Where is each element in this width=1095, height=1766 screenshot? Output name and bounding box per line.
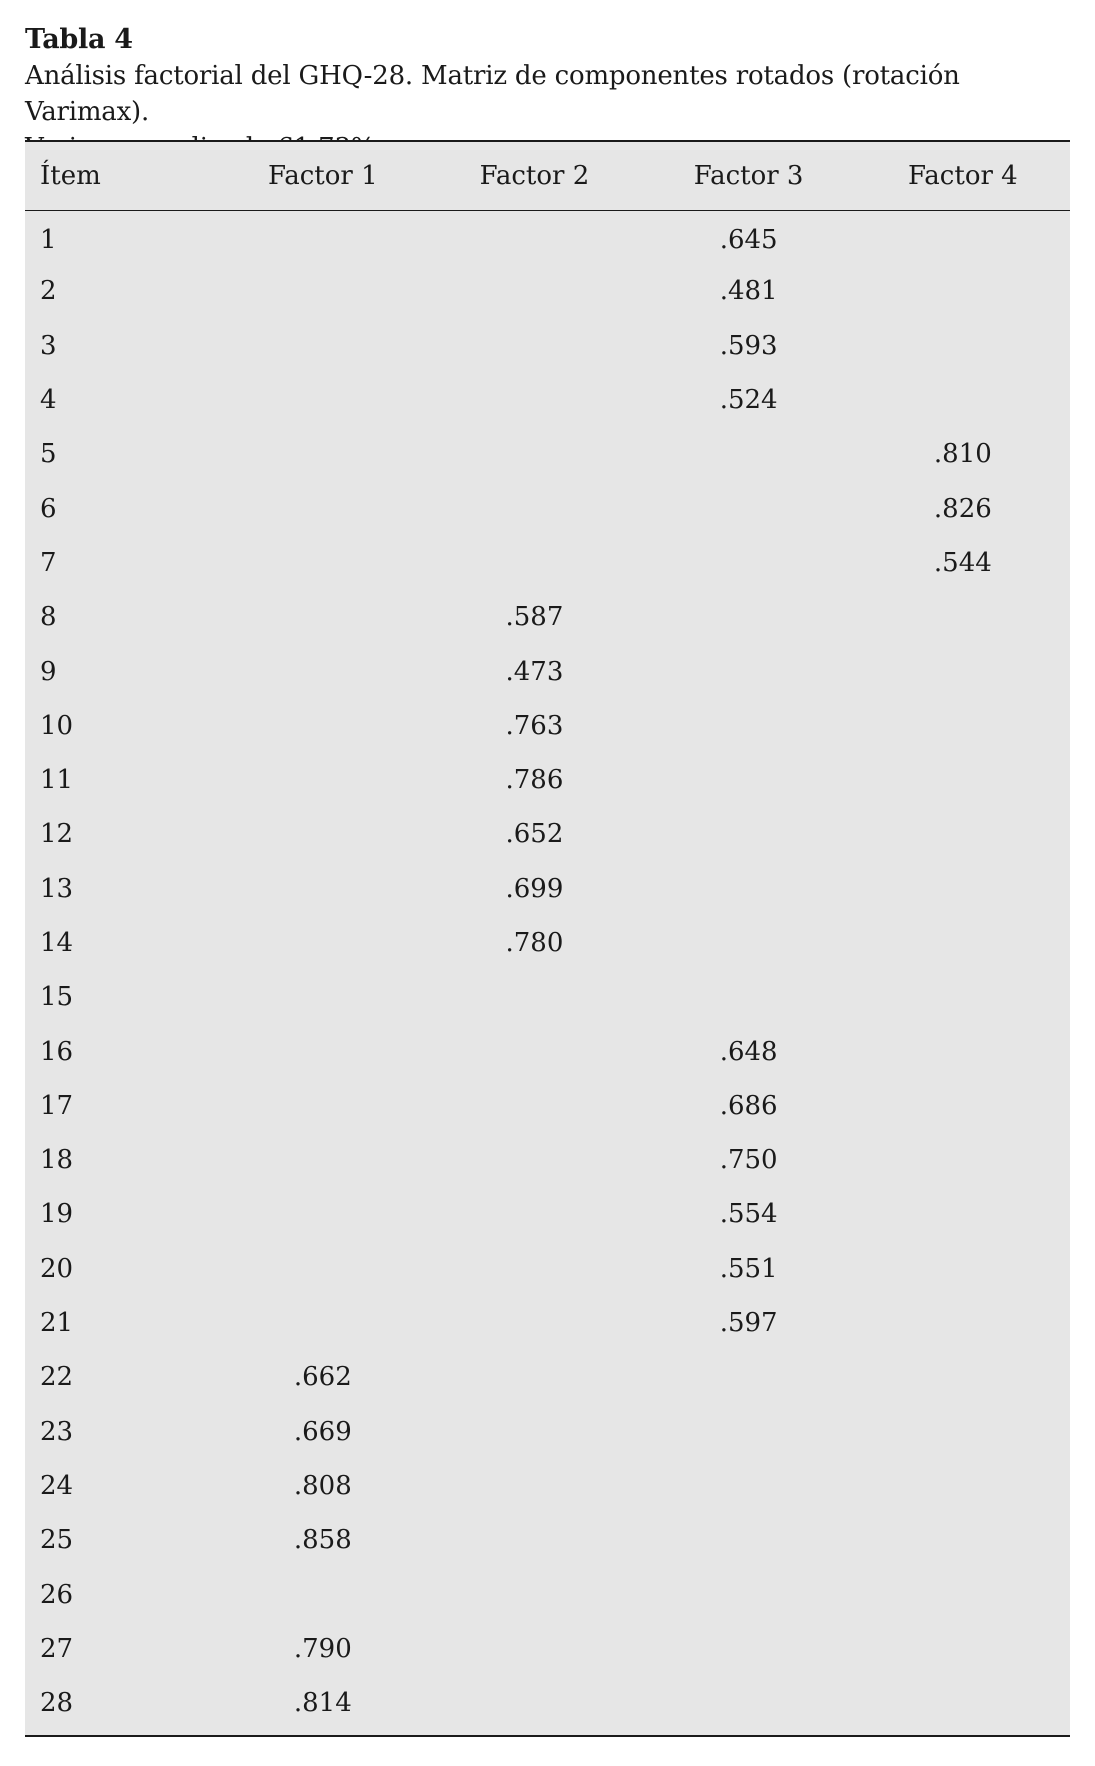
cell-factor-1: .814 bbox=[293, 1688, 352, 1719]
cell-factor-3 bbox=[642, 753, 856, 807]
cell-factor-2 bbox=[427, 1405, 641, 1459]
cell-factor-2: .780 bbox=[505, 928, 564, 958]
table-title-line-1: Análisis factorial del GHQ-28. Matriz de componentes rotados (rotación Varimax). bbox=[25, 61, 960, 127]
table-row bbox=[25, 1296, 1070, 1350]
cell-factor-4 bbox=[856, 1459, 1070, 1513]
table-row bbox=[25, 427, 1070, 481]
cell-factor-1: .808 bbox=[293, 1470, 352, 1501]
table-row bbox=[25, 1513, 1070, 1567]
cell-factor-3 bbox=[642, 862, 856, 916]
cell-factor-3 bbox=[642, 1405, 856, 1459]
cell-factor-3: .645 bbox=[719, 225, 778, 256]
cell-factor-2 bbox=[427, 1567, 641, 1621]
cell-factor-4 bbox=[856, 753, 1070, 807]
cell-factor-2 bbox=[427, 1024, 641, 1078]
cell-item: 14 bbox=[40, 928, 74, 958]
cell-factor-1 bbox=[218, 970, 427, 1024]
table-row bbox=[25, 210, 1070, 264]
cell-item: 27 bbox=[40, 1633, 74, 1664]
cell-factor-2 bbox=[427, 1676, 641, 1730]
cell-item: 15 bbox=[40, 982, 74, 1013]
cell-factor-1 bbox=[218, 1567, 427, 1621]
cell-item: 23 bbox=[40, 1416, 74, 1447]
cell-factor-2 bbox=[427, 210, 641, 264]
cell-item: 20 bbox=[40, 1253, 74, 1284]
cell-factor-2 bbox=[427, 481, 641, 535]
cell-factor-1 bbox=[218, 536, 427, 590]
table-row bbox=[25, 481, 1070, 535]
cell-factor-3 bbox=[642, 644, 856, 698]
cell-factor-3 bbox=[642, 699, 856, 753]
table-row bbox=[25, 1459, 1070, 1513]
table-row bbox=[25, 264, 1070, 318]
cell-factor-3 bbox=[642, 970, 856, 1024]
table-row bbox=[25, 1242, 1070, 1296]
cell-factor-1: .790 bbox=[293, 1633, 352, 1664]
cell-factor-2: .473 bbox=[505, 656, 564, 687]
cell-item: 10 bbox=[40, 710, 74, 741]
cell-item: 3 bbox=[40, 330, 57, 361]
cell-factor-1 bbox=[218, 1079, 427, 1133]
cell-factor-4 bbox=[856, 1622, 1070, 1676]
cell-factor-1 bbox=[218, 807, 427, 861]
cell-factor-3: .686 bbox=[719, 1090, 778, 1121]
cell-item: 19 bbox=[40, 1199, 74, 1230]
cell-factor-2 bbox=[427, 1459, 641, 1513]
cell-factor-4 bbox=[856, 970, 1070, 1024]
cell-factor-2 bbox=[427, 1187, 641, 1241]
cell-factor-4 bbox=[856, 1676, 1070, 1730]
cell-item: 5 bbox=[40, 439, 57, 470]
cell-factor-4 bbox=[856, 1350, 1070, 1404]
factor-table bbox=[25, 142, 1070, 1730]
cell-factor-4 bbox=[856, 1296, 1070, 1350]
header-factor-2: Factor 2 bbox=[427, 142, 641, 210]
cell-factor-3: .524 bbox=[719, 385, 778, 416]
cell-item: 21 bbox=[40, 1308, 74, 1339]
cell-item: 16 bbox=[40, 1036, 74, 1067]
cell-factor-2 bbox=[427, 536, 641, 590]
table-row bbox=[25, 1567, 1070, 1621]
factor-loadings-table bbox=[25, 140, 1070, 1737]
cell-factor-3 bbox=[642, 1622, 856, 1676]
cell-item: 26 bbox=[40, 1579, 74, 1610]
cell-factor-2 bbox=[427, 373, 641, 427]
table-row bbox=[25, 1676, 1070, 1730]
table-row bbox=[25, 1622, 1070, 1676]
cell-factor-3 bbox=[642, 1350, 856, 1404]
cell-factor-1 bbox=[218, 699, 427, 753]
cell-item: 12 bbox=[40, 819, 74, 850]
cell-factor-2 bbox=[427, 1133, 641, 1187]
table-row bbox=[25, 862, 1070, 916]
cell-factor-4 bbox=[856, 1187, 1070, 1241]
cell-factor-3 bbox=[642, 1459, 856, 1513]
cell-factor-2 bbox=[427, 264, 641, 318]
cell-factor-1: .858 bbox=[293, 1525, 352, 1556]
cell-factor-3 bbox=[642, 807, 856, 861]
cell-factor-3 bbox=[642, 1676, 856, 1730]
cell-factor-4 bbox=[856, 1079, 1070, 1133]
cell-factor-3: .648 bbox=[719, 1036, 778, 1067]
table-row bbox=[25, 373, 1070, 427]
cell-item: 24 bbox=[40, 1470, 74, 1501]
cell-factor-3 bbox=[642, 590, 856, 644]
table-row bbox=[25, 1079, 1070, 1133]
cell-factor-1 bbox=[218, 1242, 427, 1296]
cell-item: 6 bbox=[40, 493, 57, 524]
cell-factor-1 bbox=[218, 1133, 427, 1187]
cell-factor-1 bbox=[218, 210, 427, 264]
cell-factor-1 bbox=[218, 1024, 427, 1078]
cell-factor-2: .699 bbox=[505, 873, 564, 904]
cell-factor-3 bbox=[642, 916, 856, 970]
cell-factor-4 bbox=[856, 319, 1070, 373]
cell-factor-2: .786 bbox=[505, 765, 564, 796]
cell-factor-2: .652 bbox=[505, 819, 564, 850]
table-row bbox=[25, 970, 1070, 1024]
cell-factor-4 bbox=[856, 264, 1070, 318]
cell-factor-1 bbox=[218, 1296, 427, 1350]
cell-factor-2 bbox=[427, 1513, 641, 1567]
cell-factor-3: .551 bbox=[719, 1253, 778, 1284]
cell-item: 17 bbox=[40, 1090, 74, 1121]
cell-item: 25 bbox=[40, 1525, 74, 1556]
cell-factor-3 bbox=[642, 1567, 856, 1621]
cell-factor-2 bbox=[427, 1350, 641, 1404]
cell-factor-4 bbox=[856, 862, 1070, 916]
cell-factor-4 bbox=[856, 1405, 1070, 1459]
cell-factor-2 bbox=[427, 1079, 641, 1133]
cell-factor-4: .810 bbox=[933, 439, 992, 470]
cell-factor-2 bbox=[427, 1242, 641, 1296]
table-row bbox=[25, 916, 1070, 970]
cell-factor-1 bbox=[218, 644, 427, 698]
table-row bbox=[25, 1187, 1070, 1241]
cell-factor-2: .763 bbox=[505, 710, 564, 741]
cell-factor-2 bbox=[427, 1622, 641, 1676]
table-row bbox=[25, 1350, 1070, 1404]
cell-factor-3: .750 bbox=[719, 1145, 778, 1176]
cell-factor-4: .826 bbox=[933, 493, 992, 524]
table-row bbox=[25, 319, 1070, 373]
cell-factor-4 bbox=[856, 807, 1070, 861]
cell-factor-3: .593 bbox=[719, 330, 778, 361]
header-factor-3: Factor 3 bbox=[642, 142, 856, 210]
cell-factor-2 bbox=[427, 319, 641, 373]
cell-factor-3 bbox=[642, 536, 856, 590]
cell-factor-1 bbox=[218, 264, 427, 318]
table-row bbox=[25, 1024, 1070, 1078]
cell-factor-3 bbox=[642, 427, 856, 481]
cell-item: 9 bbox=[40, 656, 57, 687]
cell-factor-4 bbox=[856, 210, 1070, 264]
table-row bbox=[25, 753, 1070, 807]
header-factor-4: Factor 4 bbox=[856, 142, 1070, 210]
cell-factor-3: .554 bbox=[719, 1199, 778, 1230]
cell-item: 7 bbox=[40, 547, 57, 578]
table-body bbox=[25, 210, 1070, 1730]
cell-factor-1 bbox=[218, 862, 427, 916]
cell-factor-2 bbox=[427, 970, 641, 1024]
cell-factor-1 bbox=[218, 319, 427, 373]
cell-factor-4 bbox=[856, 1024, 1070, 1078]
cell-factor-1 bbox=[218, 373, 427, 427]
cell-factor-4 bbox=[856, 699, 1070, 753]
cell-item: 8 bbox=[40, 602, 57, 633]
cell-factor-1: .662 bbox=[293, 1362, 352, 1393]
cell-factor-2: .587 bbox=[505, 602, 564, 633]
cell-item: 2 bbox=[40, 276, 57, 307]
cell-factor-4 bbox=[856, 1242, 1070, 1296]
cell-item: 28 bbox=[40, 1688, 74, 1719]
cell-factor-3: .481 bbox=[719, 276, 778, 307]
cell-factor-4 bbox=[856, 1133, 1070, 1187]
header-item: Ítem bbox=[25, 142, 218, 210]
table-row bbox=[25, 1133, 1070, 1187]
cell-item: 4 bbox=[40, 385, 57, 416]
cell-factor-1 bbox=[218, 427, 427, 481]
header-factor-1: Factor 1 bbox=[218, 142, 427, 210]
cell-item: 11 bbox=[40, 765, 74, 796]
cell-item: 1 bbox=[40, 225, 57, 256]
cell-factor-4 bbox=[856, 1567, 1070, 1621]
cell-factor-4 bbox=[856, 373, 1070, 427]
table-row bbox=[25, 1405, 1070, 1459]
cell-factor-3: .597 bbox=[719, 1308, 778, 1339]
cell-factor-1 bbox=[218, 1187, 427, 1241]
cell-factor-1: .669 bbox=[293, 1416, 352, 1447]
cell-factor-1 bbox=[218, 753, 427, 807]
cell-factor-2 bbox=[427, 1296, 641, 1350]
cell-factor-1 bbox=[218, 590, 427, 644]
table-row bbox=[25, 699, 1070, 753]
table-row bbox=[25, 644, 1070, 698]
cell-factor-4 bbox=[856, 916, 1070, 970]
cell-item: 18 bbox=[40, 1145, 74, 1176]
cell-factor-3 bbox=[642, 1513, 856, 1567]
cell-factor-4 bbox=[856, 590, 1070, 644]
table-header-row bbox=[25, 142, 1070, 210]
table-row bbox=[25, 590, 1070, 644]
cell-factor-2 bbox=[427, 427, 641, 481]
table-row bbox=[25, 807, 1070, 861]
cell-factor-4 bbox=[856, 1513, 1070, 1567]
table-label: Tabla 4 bbox=[25, 24, 133, 55]
cell-factor-3 bbox=[642, 481, 856, 535]
cell-item: 13 bbox=[40, 873, 74, 904]
cell-factor-1 bbox=[218, 481, 427, 535]
table-row bbox=[25, 536, 1070, 590]
cell-factor-4 bbox=[856, 644, 1070, 698]
cell-item: 22 bbox=[40, 1362, 74, 1393]
cell-factor-4: .544 bbox=[933, 547, 992, 578]
cell-factor-1 bbox=[218, 916, 427, 970]
